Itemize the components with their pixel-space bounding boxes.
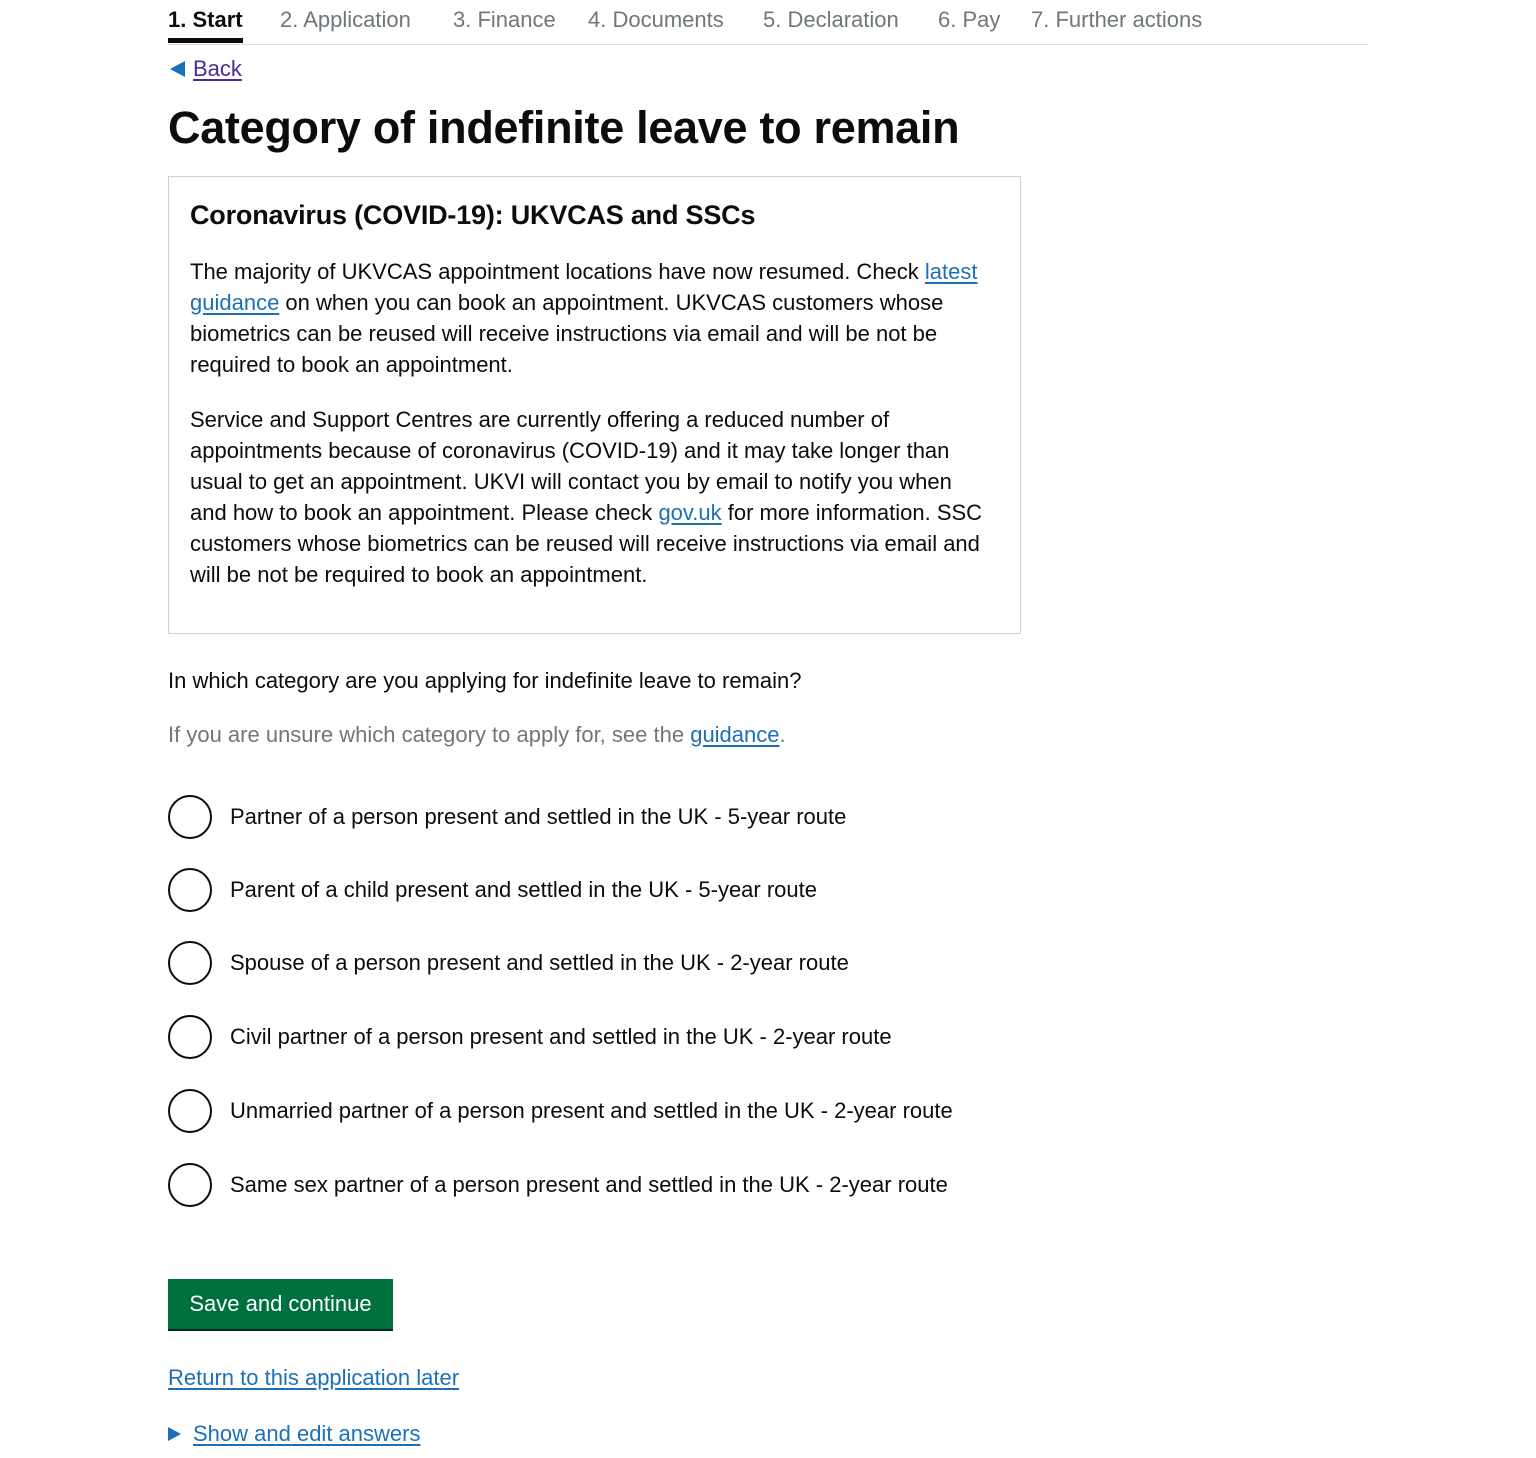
save-and-continue-button[interactable]: Save and continue (168, 1279, 393, 1329)
show-answers-link[interactable]: Show and edit answers (193, 1421, 421, 1446)
back-link[interactable]: Back (193, 56, 242, 81)
radio-label[interactable]: Partner of a person present and settled in the UK - 5-year route (230, 804, 847, 829)
step-further-actions[interactable]: 7. Further actions (1031, 7, 1203, 32)
radio-label[interactable]: Civil partner of a person present and settled in the UK - 2-year route (230, 1024, 892, 1049)
radio-button[interactable] (168, 1163, 212, 1207)
triangle-right-icon (168, 1427, 181, 1441)
category-question: In which category are you applying for indefinite leave to remain? (168, 668, 802, 693)
radio-button[interactable] (168, 941, 212, 985)
radio-button[interactable] (168, 1015, 212, 1059)
step-pay[interactable]: 6. Pay (938, 7, 1001, 32)
back-link-container[interactable] (170, 55, 242, 83)
return-later-link[interactable]: Return to this application later (168, 1365, 460, 1390)
category-hint (168, 720, 786, 750)
page-title: Category of indefinite leave to remain (168, 102, 960, 153)
radio-button[interactable] (168, 868, 212, 912)
notice-p1-text-before: The majority of UKVCAS appointment locations have now resumed. Check (190, 259, 925, 284)
notice-p2-text-before: Service and Support Centres are currently offering a reduced number of appointments because of coronavirus (COVID-19) and it may take longer than usual to get an appointment. UKVI will contact you by email to notify you when and how to book an appointment. Please check (190, 407, 952, 525)
step-finance[interactable]: 3. Finance (453, 7, 556, 32)
triangle-left-icon (170, 61, 185, 77)
radio-label[interactable]: Same sex partner of a person present and settled in the UK - 2-year route (230, 1172, 948, 1197)
radio-option-unmarried-partner-2-year[interactable] (168, 1087, 953, 1135)
radio-label[interactable]: Parent of a child present and settled in the UK - 5-year route (230, 877, 817, 902)
guidance-link[interactable]: guidance (690, 722, 780, 747)
notice-paragraph-2 (190, 404, 990, 590)
notice-heading: Coronavirus (COVID-19): UKVCAS and SSCs (190, 200, 756, 230)
step-start[interactable]: 1. Start (168, 7, 243, 32)
notice-p2-text-after: for more information. SSC customers whose biometrics can be reused will receive instructions via email and will be not be required to book an appointment. (190, 500, 983, 587)
gov-uk-link[interactable]: gov.uk (658, 500, 722, 525)
radio-button[interactable] (168, 795, 212, 839)
notice-p1-text-after: on when you can book an appointment. UKVCAS customers whose biometrics can be reused will receive instructions via email and will be not be required to book an appointment. (190, 290, 944, 377)
radio-option-partner-5-year[interactable] (168, 793, 846, 841)
radio-option-spouse-2-year[interactable] (168, 939, 849, 987)
step-documents[interactable]: 4. Documents (588, 7, 724, 32)
hint-text-before: If you are unsure which category to apply for, see the (168, 722, 691, 747)
radio-button[interactable] (168, 1089, 212, 1133)
step-application[interactable]: 2. Application (280, 7, 411, 32)
notice-paragraph-1 (190, 256, 990, 380)
radio-option-same-sex-partner-2-year[interactable] (168, 1161, 948, 1209)
radio-label[interactable]: Unmarried partner of a person present and settled in the UK - 2-year route (230, 1098, 953, 1123)
covid-notice-panel (168, 176, 1021, 634)
hint-text-after: . (779, 722, 786, 747)
radio-option-civil-partner-2-year[interactable] (168, 1013, 892, 1061)
radio-label[interactable]: Spouse of a person present and settled in the UK - 2-year route (230, 950, 849, 975)
show-answers-toggle[interactable] (168, 1419, 420, 1449)
latest-guidance-link[interactable]: latest guidance (190, 259, 978, 315)
step-declaration[interactable]: 5. Declaration (763, 7, 899, 32)
step-navigation (168, 0, 1368, 45)
radio-option-parent-5-year[interactable] (168, 866, 817, 914)
